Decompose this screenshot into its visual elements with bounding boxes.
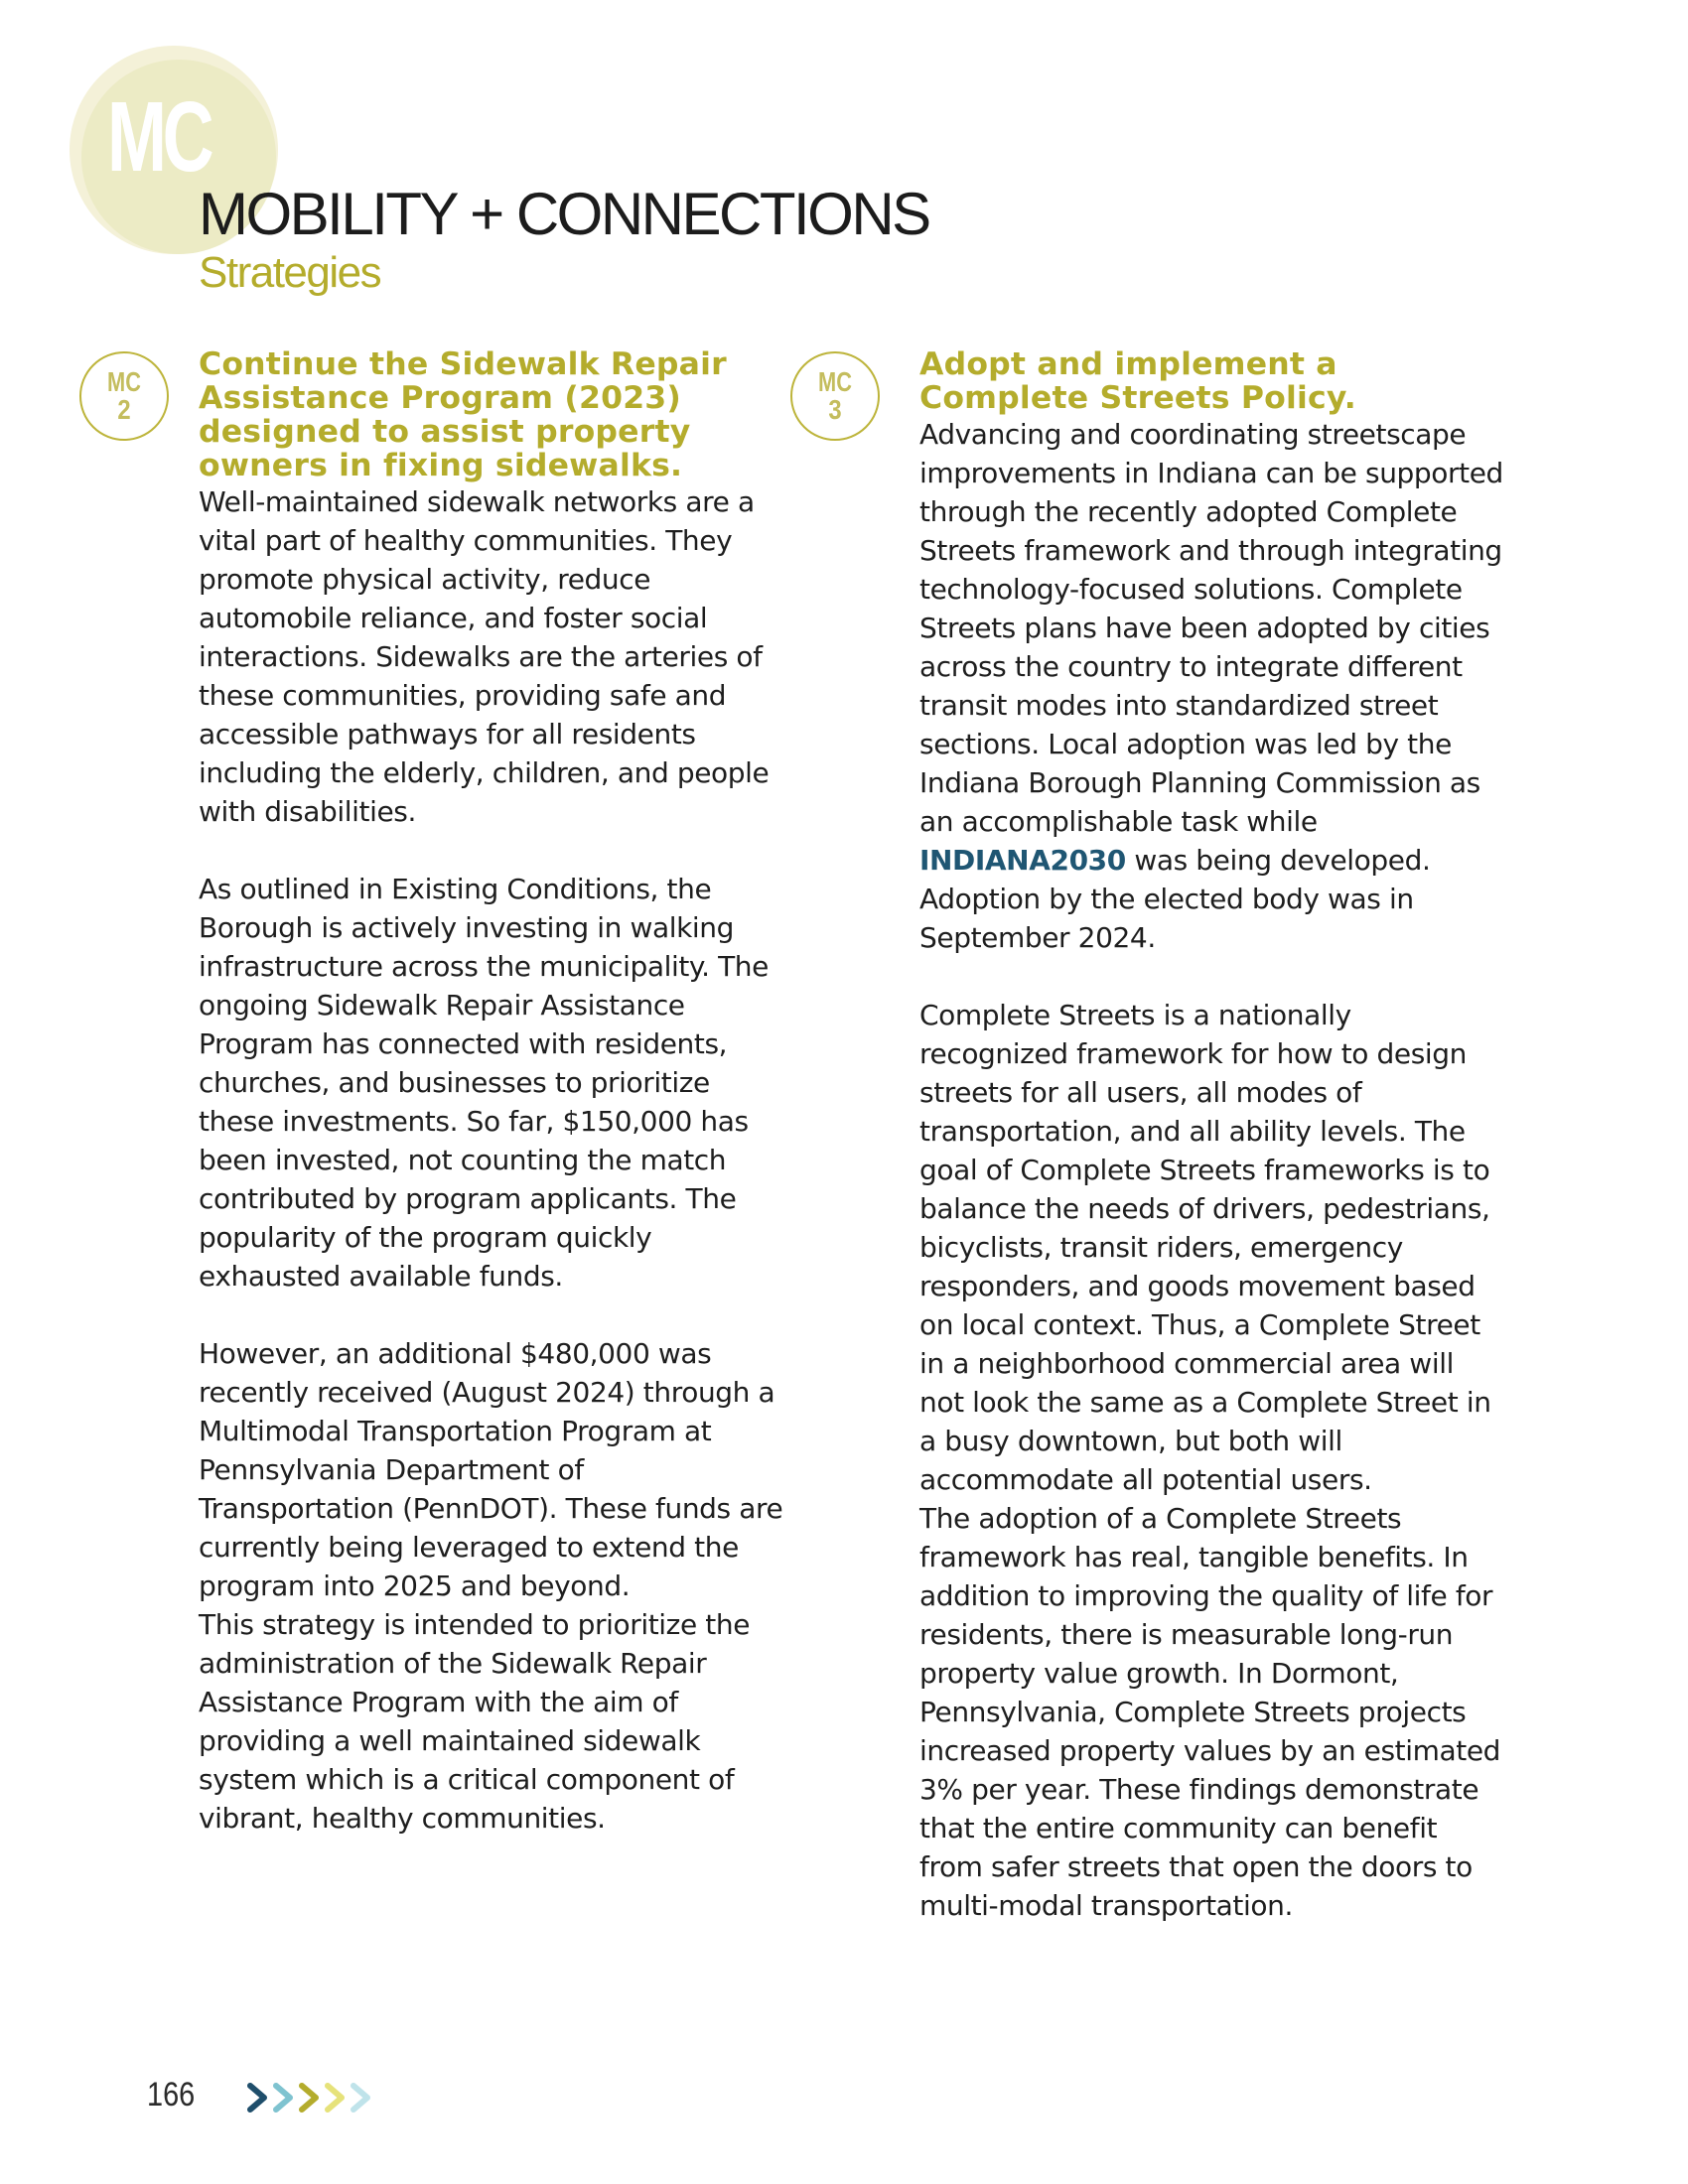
page-number: 166 [147, 2076, 196, 2114]
strategy-paragraph: As outlined in Existing Conditions, the Borough is actively investing in walking infrastructure across the municipality. The ongoing Sidewalk Repair Assistance Program has connected with residents, churches, and businesses to prioritize these investments. So far, $150,000 has been invested, not counting the match contributed by program applicants. The popularity of the program quickly exhausted available funds. [199, 873, 769, 1293]
strategy-badge-mc2 [79, 351, 169, 441]
chevron-icon [328, 2086, 342, 2110]
chevron-icon [250, 2086, 264, 2110]
strategy-paragraph: The adoption of a Complete Streets framework has real, tangible benefits. In addition to improving the quality of life for residents, there is measurable long-run property value growth. In Dormont, Pennsylvania, Complete Streets projects increased property values by an estimated 3% per year. These findings demonstrate that the entire community can benefit from safer streets that open the doors to multi-modal transportation. [919, 1502, 1501, 1922]
strategy-badge-code: MC [107, 366, 141, 397]
strategy-mc2 [199, 347, 784, 1838]
strategy-mc3 [919, 347, 1505, 1925]
strategy-heading: Adopt and implement a Complete Streets Policy. [919, 346, 1356, 416]
section-badge-text: MC [107, 81, 211, 193]
strategy-heading: Continue the Sidewalk Repair Assistance Program (2023) designed to assist property owners in fixing sidewalks. [199, 346, 727, 483]
paragraph-text: was being developed. Adoption by the elected body was in September 2024. [919, 844, 1431, 954]
indiana2030-link[interactable]: INDIANA2030 [919, 844, 1126, 877]
strategy-badge-code: MC [818, 366, 852, 397]
strategy-paragraph: This strategy is intended to prioritize the administration of the Sidewalk Repair Assistance Program with the aim of providing a well maintained sidewalk system which is a critical component of vibrant, healthy communities. [199, 1608, 751, 1835]
strategy-paragraph: However, an additional $480,000 was recently received (August 2024) through a Multimodal Transportation Program at Pennsylvania Department of Transportation (PennDOT). These funds are currently being leveraged to extend the program into 2025 and beyond. [199, 1337, 783, 1602]
strategy-paragraph: Well-maintained sidewalk networks are a vital part of healthy communities. They promote physical activity, reduce automobile reliance, and foster social interactions. Sidewalks are the arteries of these communities, providing safe and accessible pathways for all residents including the elderly, children, and people with disabilities. [199, 485, 770, 828]
page-title: MOBILITY + CONNECTIONS [199, 181, 929, 247]
chevron-icon [276, 2086, 290, 2110]
strategy-paragraph: Complete Streets is a nationally recognized framework for how to design streets for all users, all modes of transportation, and all ability levels. The goal of Complete Streets frameworks is to balance the needs of drivers, pedestrians, bicyclists, transit riders, emergency responders, and goods movement based on local context. Thus, a Complete Street in a neighborhood commercial area will not look the same as a Complete Street in a busy downtown, but both will accommodate all potential users. [919, 999, 1491, 1496]
chevron-icon [353, 2086, 367, 2110]
chevron-arrows-icon [244, 2081, 393, 2115]
paragraph-text: Advancing and coordinating streetscape improvements in Indiana can be supported through the recently adopted Complete Streets framework and through integrating technology-focused solutions. Complete Streets plans have been adopted by cities across the country to integrate different transit modes into standardized street sections. Local adoption was led by the Indiana Borough Planning Commission as an accomplishable task while [919, 418, 1503, 838]
strategy-paragraph [919, 415, 1505, 957]
strategy-badge-number: 3 [828, 394, 842, 425]
strategy-badge-mc3 [790, 351, 880, 441]
strategy-badge-number: 2 [117, 394, 131, 425]
page-subtitle: Strategies [199, 248, 381, 297]
chevron-icon [302, 2086, 316, 2110]
